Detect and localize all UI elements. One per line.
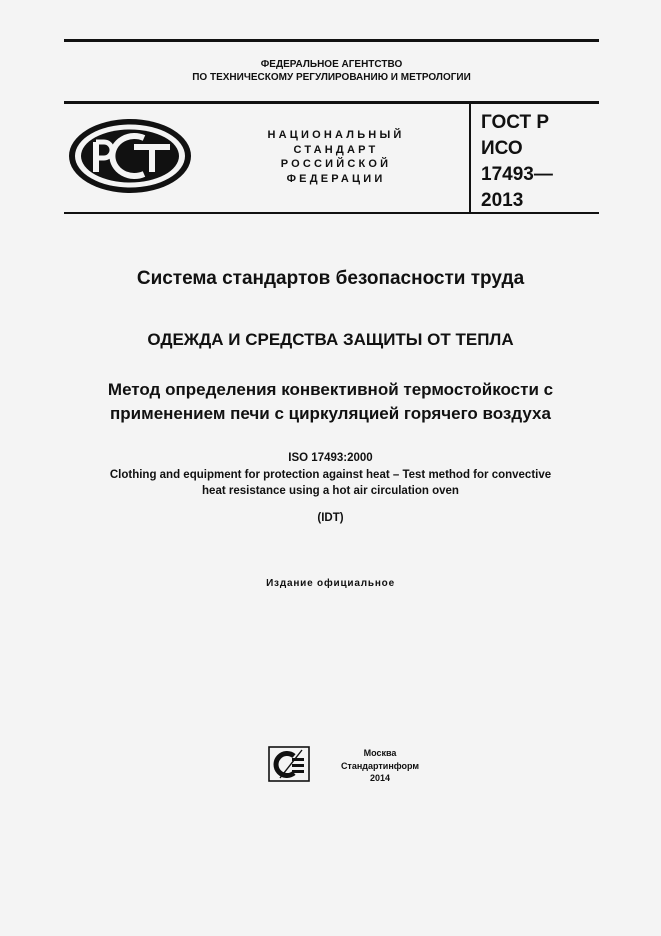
national-standard-line-2: СТАНДАРТ xyxy=(293,143,379,156)
designation-line-2: ИСО xyxy=(481,138,523,159)
national-standard-line-4: ФЕДЕРАЦИИ xyxy=(286,172,386,185)
iso-title-line-2: heat resistance using a hot air circulation oven xyxy=(202,485,459,497)
publisher-year: 2014 xyxy=(369,773,391,783)
iso-title-line-1: Clothing and equipment for protection against heat – Test method for convective xyxy=(109,468,552,481)
agency-line-1: ФЕДЕРАЛЬНОЕ АГЕНТСТВО xyxy=(260,59,403,70)
designation-line-4: 2013 xyxy=(481,190,524,211)
edition-label: Издание официальное xyxy=(266,578,395,589)
national-standard-label xyxy=(236,128,436,186)
equivalence-mark: (IDT) xyxy=(317,512,344,524)
method-title-line-1: Метод определения конвективной термостойкости с xyxy=(107,380,554,399)
publisher-name: Стандартинформ xyxy=(340,760,420,771)
national-standard-line-3: РОССИЙСКОЙ xyxy=(280,158,392,170)
series-title: Система стандартов безопасности труда xyxy=(136,268,525,289)
designation-line-3: 17493— xyxy=(481,164,553,185)
agency-header xyxy=(64,58,599,84)
iso-code: ISO 17493:2000 xyxy=(288,452,373,464)
publisher-city: Москва xyxy=(363,748,397,758)
designation-divider xyxy=(469,104,471,214)
header-rule xyxy=(64,101,599,104)
agency-line-2: ПО ТЕХНИЧЕСКОМУ РЕГУЛИРОВАНИЮ И МЕТРОЛОГИИ xyxy=(192,72,471,83)
method-title-line-2: применением печи с циркуляцией горячего воздуха xyxy=(110,404,551,423)
method-title xyxy=(0,378,661,426)
national-standard-line-1: НАЦИОНАЛЬНЫЙ xyxy=(267,129,405,141)
top-rule xyxy=(64,39,599,42)
main-title: ОДЕЖДА И СРЕДСТВА ЗАЩИТЫ ОТ ТЕПЛА xyxy=(147,330,514,349)
rst-certification-mark-icon xyxy=(66,116,194,196)
standartinform-logo-icon xyxy=(268,746,310,782)
standard-designation xyxy=(481,110,553,214)
publisher-info xyxy=(330,747,430,785)
iso-reference xyxy=(0,450,661,500)
designation-line-1: ГОСТ Р xyxy=(481,112,550,133)
header-bottom-rule xyxy=(64,212,599,214)
